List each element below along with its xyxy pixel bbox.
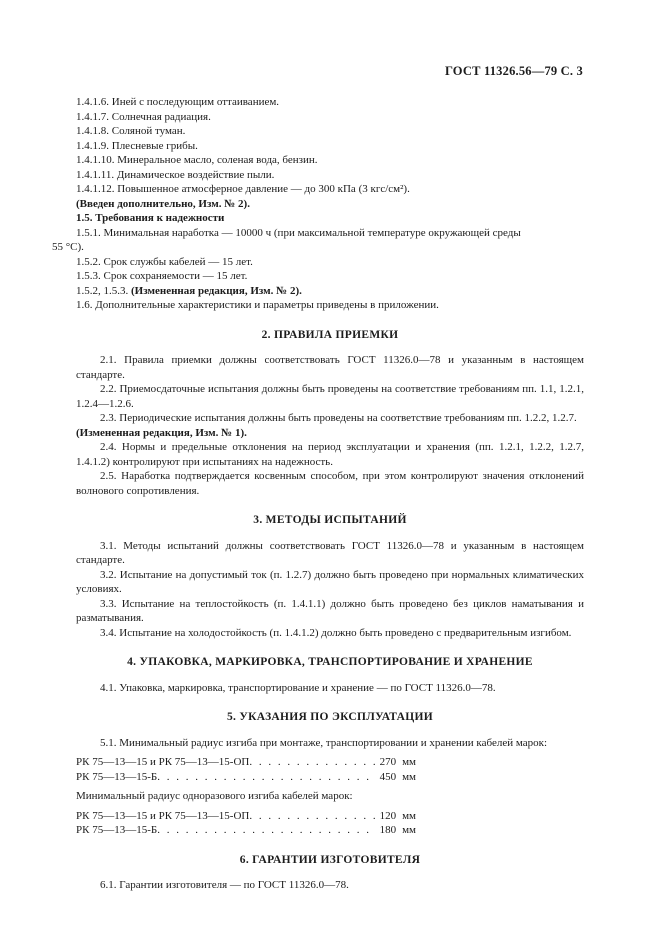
item-1-4-1-8: 1.4.1.8. Соляной туман. <box>76 125 186 137</box>
radius-unit: мм <box>402 809 416 822</box>
leader-dots <box>249 755 375 770</box>
item-2-3: 2.3. Периодические испытания должны быть проведены на соответствие требованиям пп. 1.2.2, 1.2.7. <box>100 412 577 424</box>
one-time-bend-intro: Минимальный радиус одноразового изгиба кабелей марок: <box>76 790 353 802</box>
reliability-heading: 1.5. Требования к надежности <box>76 212 225 224</box>
bend-radius-row-1 <box>76 755 416 770</box>
item-1-4-1-12: 1.4.1.12. Повышенное атмосферное давление — до 300 кПа (3 кгс/см²). <box>76 183 410 195</box>
radius-unit: мм <box>402 824 416 836</box>
item-6-1: 6.1. Гарантии изготовителя — по ГОСТ 11326.0—78. <box>100 879 349 891</box>
item-2-5: 2.5. Наработка подтверждается косвенным способом, при этом контролируют значения отклонений волнового сопротивления. <box>76 470 584 497</box>
bend-radius-row-2 <box>76 770 416 785</box>
radius-value: 270 <box>379 756 397 768</box>
item-1-5-1-line2: 55 °С). <box>52 241 84 253</box>
item-1-4-1-7: 1.4.1.7. Солнечная радиация. <box>76 110 211 123</box>
item-1-5-changes-note: (Измененная редакция, Изм. № 2). <box>131 284 302 297</box>
item-2-2: 2.2. Приемосдаточные испытания должны быть проведены на соответствие требованиям пп. 1.1, 1.2.1, 1.2.4—1.2.6. <box>76 383 584 410</box>
item-1-4-1-9: 1.4.1.9. Плесневые грибы. <box>76 139 198 152</box>
items-top-list <box>76 95 584 197</box>
item-3-3: 3.3. Испытание на теплостойкость (п. 1.4.1.1) должно быть проведено без циклов наматывания и разматывания. <box>76 597 584 624</box>
item-1-5-changes <box>76 284 584 299</box>
radius-value: 450 <box>379 770 397 783</box>
item-4-1: 4.1. Упаковка, маркировка, транспортирование и хранение — по ГОСТ 11326.0—78. <box>100 681 496 694</box>
item-3-2: 3.2. Испытание на допустимый ток (п. 1.2.7) должно быть проведено при нормальных климатических условиях. <box>76 568 584 595</box>
item-2-4: 2.4. Нормы и предельные отклонения на период эксплуатации и хранения (пп. 1.2.1, 1.2.2, 1.2.7, 1.4.1.2) контролируют при испытаниях на надежность. <box>76 441 584 468</box>
cable-mark: РК 75—13—15-Б <box>76 770 158 783</box>
section-2-change-note: (Измененная редакция, Изм. № 1). <box>76 426 247 439</box>
section-4-title: 4. УПАКОВКА, МАРКИРОВКА, ТРАНСПОРТИРОВАНИЕ И ХРАНЕНИЕ <box>127 656 533 668</box>
item-1-5-changes-num: 1.5.2, 1.5.3. <box>76 284 129 297</box>
item-1-4-1-11: 1.4.1.11. Динамическое воздействие пыли. <box>76 168 275 181</box>
item-3-4: 3.4. Испытание на холодостойкость (п. 1.4.1.2) должно быть проведено с предварительным изгибом. <box>100 626 572 639</box>
leader-dots <box>157 770 375 785</box>
leader-dots <box>157 823 375 838</box>
leader-dots <box>249 809 375 824</box>
item-1-4-1-10: 1.4.1.10. Минеральное масло, соленая вода, бензин. <box>76 154 318 166</box>
item-5-1: 5.1. Минимальный радиус изгиба при монтаже, транспортировании и хранении кабелей марок: <box>100 736 548 749</box>
cable-mark: РК 75—13—15-Б <box>76 824 158 836</box>
item-1-5-3: 1.5.3. Срок сохраняемости — 15 лет. <box>76 270 248 282</box>
section-5-title: 5. УКАЗАНИЯ ПО ЭКСПЛУАТАЦИИ <box>226 711 434 723</box>
radius-value: 120 <box>379 809 397 822</box>
item-2-1: 2.1. Правила приемки должны соответствовать ГОСТ 11326.0—78 и указанным в настоящем стандарте. <box>76 354 584 381</box>
intro-change-note: (Введен дополнительно, Изм. № 2). <box>76 197 250 210</box>
section-6-title: 6. ГАРАНТИИ ИЗГОТОВИТЕЛЯ <box>239 853 421 866</box>
radius-unit: мм <box>402 770 416 783</box>
item-3-1: 3.1. Методы испытаний должны соответствовать ГОСТ 11326.0—78 и указанным в настоящем стандарте. <box>76 539 584 566</box>
document-body <box>52 95 584 893</box>
item-1-5-2: 1.5.2. Срок службы кабелей — 15 лет. <box>76 255 253 268</box>
item-1-6: 1.6. Дополнительные характеристики и параметры приведены в приложении. <box>76 299 439 311</box>
item-1-5-1-line1: 1.5.1. Минимальная наработка — 10000 ч (при максимальной температуре окружающей среды <box>76 226 521 239</box>
section-3-title: 3. МЕТОДЫ ИСПЫТАНИЙ <box>253 514 407 526</box>
one-time-bend-row-2 <box>76 823 416 838</box>
item-1-4-1-6: 1.4.1.6. Иней с последующим оттаиванием. <box>76 96 280 108</box>
radius-unit: мм <box>402 756 416 768</box>
cable-mark: РК 75—13—15 и РК 75—13—15-ОП <box>76 756 250 768</box>
cable-mark: РК 75—13—15 и РК 75—13—15-ОП <box>76 809 250 822</box>
page-header: ГОСТ 11326.56—79 С. 3 <box>444 64 583 78</box>
radius-value: 180 <box>379 824 397 836</box>
section-2-title: 2. ПРАВИЛА ПРИЕМКИ <box>261 328 399 341</box>
one-time-bend-row-1 <box>76 809 416 824</box>
